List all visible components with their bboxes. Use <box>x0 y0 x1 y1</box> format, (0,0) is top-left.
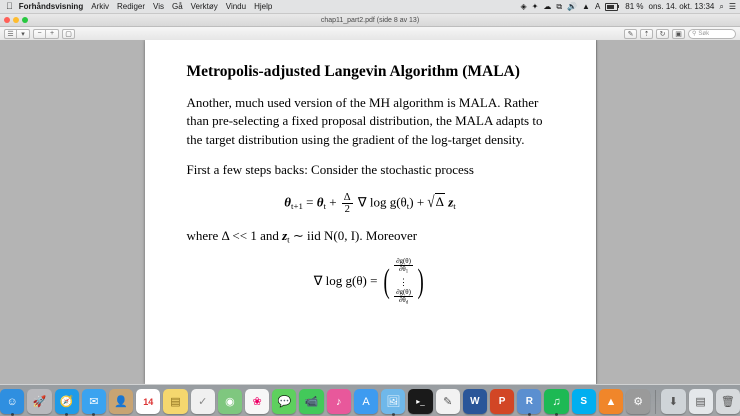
window-toolbar <box>0 27 740 41</box>
eq1-fraction <box>342 192 353 215</box>
eq1-frac-numerator: Δ <box>343 191 351 203</box>
eq1-gradient-close: ) <box>409 194 414 210</box>
rotate-icon[interactable]: ↻ <box>656 29 669 39</box>
dock-item-photos[interactable] <box>245 389 269 414</box>
eq1-plus1: + <box>329 194 337 210</box>
equation-1 <box>187 192 554 215</box>
view-controls-group <box>4 29 30 39</box>
vlc-icon: ▲ <box>605 395 617 408</box>
eq1-z-sub: t <box>453 200 456 211</box>
eq1-frac-denominator: 2 <box>344 203 350 215</box>
eq1-radicand: Δ <box>435 194 444 210</box>
eq2-row-1 <box>394 258 413 276</box>
eq2-equals: = <box>370 273 378 289</box>
menu-item-rediger[interactable]: Rediger <box>110 2 139 11</box>
dock-item-mail[interactable] <box>82 389 106 414</box>
contacts-icon: 👤 <box>114 396 128 408</box>
dock-item-itunes[interactable] <box>327 389 351 414</box>
window-title: chap11_part2.pdf (side 8 av 13) <box>320 16 420 24</box>
paragraph-3-pre: where Δ << 1 and <box>186 228 283 244</box>
mail-icon: ✉ <box>89 396 99 408</box>
search-placeholder: Søk <box>698 30 710 37</box>
close-button[interactable] <box>4 17 10 23</box>
dock-item-reminders[interactable] <box>191 389 215 414</box>
dock-item-terminal[interactable] <box>408 389 432 414</box>
menu-item-vindu[interactable]: Vindu <box>219 2 240 11</box>
chevron-down-icon[interactable]: ▾ <box>17 29 30 39</box>
dock-item-spotify[interactable] <box>544 389 568 414</box>
paragraph-1: Another, much used version of the MH algorithm is MALA. Rather than pre-selecting a fixed proposal distribution, the MALA adapts to the target distribution using the gradient of the log-target density. <box>186 94 543 147</box>
select-tool-icon[interactable]: ▢ <box>62 29 75 39</box>
eq2-vertical-dots: ⋮ <box>399 276 409 287</box>
notes-icon: ▤ <box>170 396 181 408</box>
eq1-gradient: ∇ log g(θ <box>357 194 407 210</box>
menu-item-vis[interactable]: Vis <box>146 2 158 11</box>
search-icon: ⚲ <box>692 31 697 37</box>
dock-item-notes[interactable] <box>163 389 187 414</box>
dock-item-documents-stack[interactable] <box>689 389 713 414</box>
dock-item-rstudio[interactable] <box>517 389 541 414</box>
calendar-icon: 14 <box>143 396 154 407</box>
eq2-rown-denominator <box>394 297 413 306</box>
volume-icon[interactable]: 🔊 <box>567 2 578 11</box>
eq1-z: z <box>448 194 454 210</box>
eq2-rown-numerator: ∂g(θ) <box>396 287 411 296</box>
window-title-bar[interactable] <box>0 14 740 27</box>
dock-item-powerpoint[interactable] <box>490 389 514 414</box>
menu-item-hjelp[interactable]: Hjelp <box>247 2 266 11</box>
menu-bar <box>0 0 740 14</box>
right-paren-icon: ) <box>417 262 424 300</box>
eq1-plus2: + <box>416 194 425 210</box>
eq2-rown-den-text: ∂θ <box>398 296 406 305</box>
menu-item-arkiv[interactable]: Arkiv <box>84 2 103 11</box>
dock-item-finder[interactable] <box>0 389 24 414</box>
eq2-rown-den-sub: d <box>405 300 409 306</box>
apple-icon[interactable] <box>6 2 13 11</box>
dock-item-preview[interactable] <box>381 389 405 414</box>
dock-item-word[interactable] <box>463 389 487 414</box>
dock-item-downloads-stack[interactable] <box>661 389 685 414</box>
spotify-icon: ♫ <box>552 395 561 408</box>
dock-item-app-store[interactable] <box>354 389 378 414</box>
terminal-icon: ▸_ <box>416 397 425 406</box>
zoom-in-icon[interactable]: + <box>46 29 59 39</box>
word-icon: W <box>470 396 480 407</box>
maps-icon: ◉ <box>225 396 235 408</box>
menu-item-verktoy[interactable]: Verktøy <box>183 2 212 11</box>
zoom-out-icon[interactable]: − <box>33 29 46 39</box>
page-title: Metropolis-adjusted Langevin Algorithm (MALA) <box>186 63 520 80</box>
equation-2 <box>187 258 554 306</box>
eq1-equals: = <box>306 194 314 210</box>
eq2-matrix-column <box>392 258 415 306</box>
dock-item-calendar[interactable] <box>136 389 160 414</box>
eq1-gradient-sub: t <box>406 200 410 211</box>
spotlight-icon[interactable]: ⌕ <box>719 1 724 11</box>
canvas-left-margin <box>0 40 146 384</box>
powerpoint-icon: P <box>498 396 506 407</box>
facetime-icon: 📹 <box>304 396 319 408</box>
safari-icon: 🧭 <box>59 396 74 408</box>
dock <box>0 384 740 416</box>
dock-separator <box>655 390 656 414</box>
skype-icon: S <box>580 396 588 407</box>
battery-icon[interactable] <box>605 3 620 11</box>
markup-icon[interactable]: ✎ <box>624 29 637 39</box>
eq1-radical-sign: √ <box>427 192 435 212</box>
eq2-row1-den-text: ∂θ <box>398 265 406 274</box>
zoom-controls-group <box>33 29 59 39</box>
eq1-term1-sub: t <box>323 200 326 211</box>
dock-item-contacts[interactable] <box>109 389 133 414</box>
sidebar-icon[interactable]: ☰ <box>4 29 17 39</box>
eq2-row1-numerator: ∂g(θ) <box>396 257 411 266</box>
bluetooth-icon[interactable]: ✦ <box>531 2 539 11</box>
minimize-button[interactable] <box>13 17 19 23</box>
preview-icon: 🖼 <box>386 396 401 408</box>
cloud-icon[interactable]: ☁ <box>543 2 552 11</box>
trash-icon: 🗑 <box>720 396 735 408</box>
eq2-matrix <box>381 258 427 306</box>
dock-item-maps[interactable] <box>218 389 242 414</box>
dock-item-settings[interactable] <box>626 389 650 414</box>
dock-item-skype[interactable] <box>572 389 596 414</box>
app-store-icon: A <box>362 395 370 408</box>
launchpad-icon: 🚀 <box>32 396 47 408</box>
eq1-lhs-sub: t+1 <box>291 200 303 211</box>
paragraph-3-mid: ∼ iid N(0, I). Moreover <box>289 228 418 244</box>
dock-item-textedit[interactable] <box>436 389 460 414</box>
documents-icon: ▤ <box>695 396 706 408</box>
itunes-icon: ♪ <box>336 395 342 408</box>
eq1-term1: θ <box>316 194 324 210</box>
preview-window <box>0 14 740 384</box>
window-controls <box>4 17 28 23</box>
menu-app-name[interactable]: Forhåndsvisning <box>12 2 77 11</box>
eq2-row1-den-sub: 1 <box>405 269 409 275</box>
photos-icon: ❀ <box>252 396 262 408</box>
paragraph-3-z: z <box>282 228 288 244</box>
left-paren-icon: ( <box>383 262 390 300</box>
notification-center-icon[interactable]: ☰ <box>728 2 736 11</box>
finder-icon: ☺ <box>6 395 18 408</box>
paragraph-3 <box>187 227 554 246</box>
dropbox-icon[interactable]: ◈ <box>520 2 527 11</box>
settings-icon: ⚙ <box>633 396 644 408</box>
eq1-lhs: θ <box>284 194 292 210</box>
pdf-page <box>145 40 596 384</box>
textedit-icon: ✎ <box>443 396 453 408</box>
battery-percent-label: 81 % <box>625 2 644 11</box>
zoom-button[interactable] <box>22 17 28 23</box>
dock-item-vlc[interactable] <box>599 389 623 414</box>
dock-item-messages[interactable] <box>272 389 296 414</box>
share-icon[interactable]: ⇡ <box>640 29 653 39</box>
eq2-row1-denominator <box>394 266 413 275</box>
reminders-icon: ✓ <box>198 396 208 408</box>
document-canvas[interactable] <box>0 40 740 384</box>
paragraph-2: First a few steps backs: Consider the stochastic process <box>186 162 474 178</box>
messages-icon: 💬 <box>277 396 292 408</box>
dock-item-trash[interactable] <box>716 389 740 414</box>
rstudio-icon: R <box>525 396 533 407</box>
annotate-icon[interactable]: ▣ <box>672 29 685 39</box>
input-source-indicator[interactable]: A <box>594 2 601 11</box>
eq2-lhs: ∇ log g(θ) <box>313 273 367 289</box>
downloads-icon: ⬇ <box>668 396 678 408</box>
eq2-row-n <box>394 289 413 307</box>
dock-item-launchpad[interactable] <box>27 389 51 414</box>
canvas-right-margin <box>597 40 740 384</box>
wifi-icon[interactable]: ▲ <box>582 2 590 11</box>
dock-item-facetime[interactable] <box>299 389 323 414</box>
dock-item-safari[interactable] <box>55 389 79 414</box>
paragraph-3-z-sub: t <box>287 234 290 245</box>
menu-item-ga[interactable]: Gå <box>165 2 176 11</box>
menubar-clock[interactable]: ons. 14. okt. 13:34 <box>648 2 715 11</box>
search-input[interactable] <box>688 29 736 39</box>
airplay-icon[interactable]: ⧉ <box>556 1 563 11</box>
